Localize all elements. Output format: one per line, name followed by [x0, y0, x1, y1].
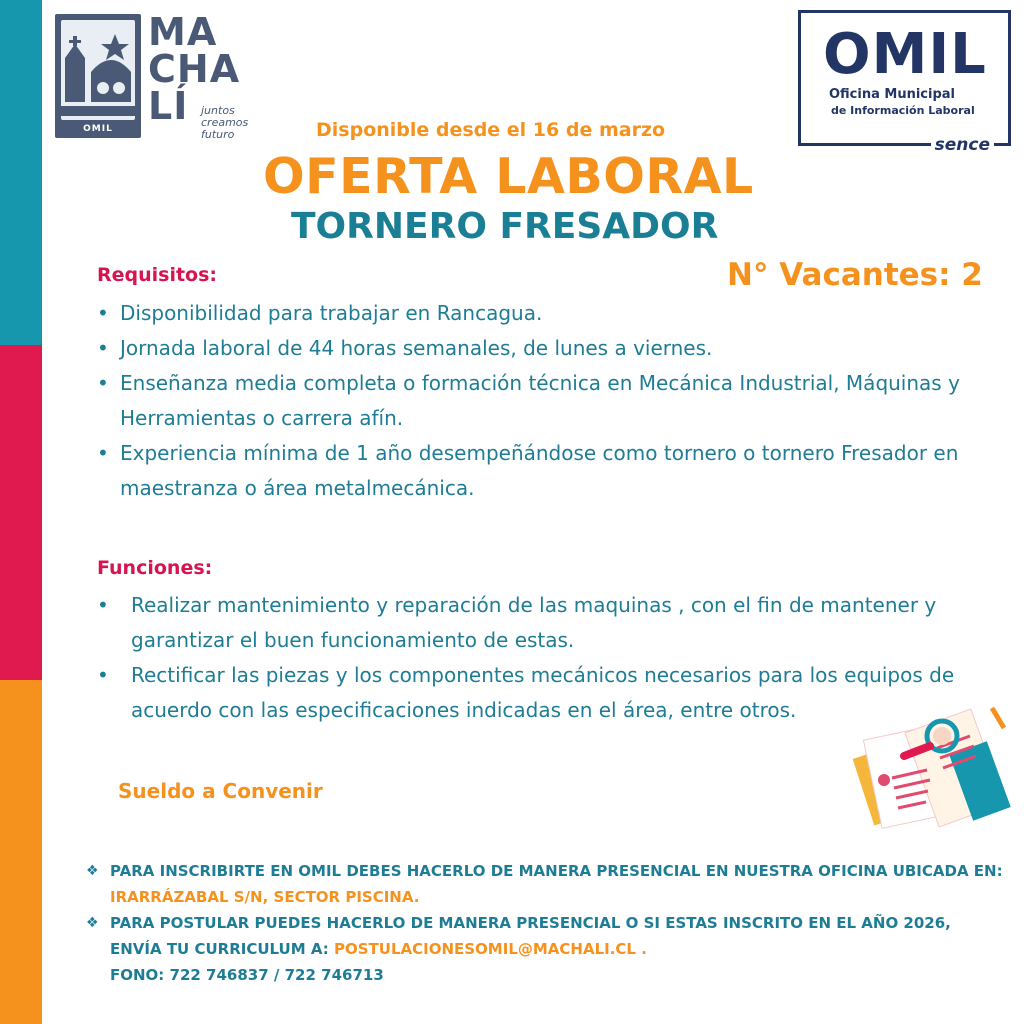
job-position: TORNERO FRESADOR: [291, 206, 719, 247]
office-address: IRARRÁZABAL S/N, SECTOR PISCINA.: [110, 888, 420, 906]
requirements-list: [97, 296, 987, 506]
omil-logo-subtitle-2: de Información Laboral: [831, 104, 975, 117]
footer-instructions: [86, 858, 1006, 988]
documents-illustration: [842, 688, 1012, 838]
machali-logo-icon: [55, 14, 141, 138]
list-item: • Jornada laboral de 44 horas semanales, de lunes a viernes.: [97, 336, 713, 360]
salary-text: Sueldo a Convenir: [118, 779, 323, 803]
application-email[interactable]: POSTULACIONESOMIL@MACHALI.CL .: [333, 940, 647, 958]
side-strip-teal: [0, 0, 42, 345]
machali-wordmark: MA CHA LÍ: [148, 10, 241, 128]
diamond-bullet-icon: ❖: [86, 863, 99, 879]
list-item: • Rectificar las piezas y los componentes mecánicos necesarios para los equipos de acuerdo con las especificaciones indicadas en el área, entre otros.: [97, 663, 955, 722]
omil-logo-subtitle-1: Oficina Municipal: [829, 87, 956, 102]
list-item: • Realizar mantenimiento y reparación de las maquinas , con el fin de mantener y garantizar el buen funcionamiento de estas.: [97, 593, 937, 652]
functions-heading: Funciones:: [97, 557, 213, 579]
machali-tagline: juntos creamos futuro: [201, 104, 249, 141]
sence-logo: sence: [931, 135, 994, 155]
list-item: • Disponibilidad para trabajar en Rancagua.: [97, 301, 543, 325]
diamond-bullet-icon: ❖: [86, 915, 99, 931]
omil-logo-name: OMIL: [823, 22, 987, 87]
side-strip-red: [0, 345, 42, 680]
vacancies-count: N° Vacantes: 2: [727, 257, 983, 293]
footer-item-registration: ❖ PARA INSCRIBIRTE EN OMIL DEBES HACERLO DE MANERA PRESENCIAL EN NUESTRA OFICINA UBICADA EN: IRARRÁZABAL S/N, SECTOR PISCINA.: [86, 858, 1006, 910]
requirements-heading: Requisitos:: [97, 264, 218, 286]
list-item: • Experiencia mínima de 1 año desempeñándose como tornero o tornero Fresador en maestranza o área metalmecánica.: [97, 441, 959, 500]
availability-date: Disponible desde el 16 de marzo: [316, 119, 666, 141]
footer-phone: FONO: 722 746837 / 722 746713: [110, 966, 384, 984]
page-title: OFERTA LABORAL: [263, 148, 754, 205]
list-item: • Enseñanza media completa o formación técnica en Mecánica Industrial, Máquinas y Herramientas o carrera afín.: [97, 371, 960, 430]
machali-logo-tag: OMIL: [83, 124, 113, 134]
footer-item-apply: ❖ PARA POSTULAR PUEDES HACERLO DE MANERA PRESENCIAL O SI ESTAS INSCRITO EN EL AÑO 2026, ENVÍA TU CURRICULUM A: POSTULACIONESOMIL@MACHALI.CL .: [86, 910, 1006, 962]
side-strip-orange: [0, 680, 42, 1024]
machali-logo: [55, 10, 255, 141]
omil-logo: [798, 10, 1011, 155]
